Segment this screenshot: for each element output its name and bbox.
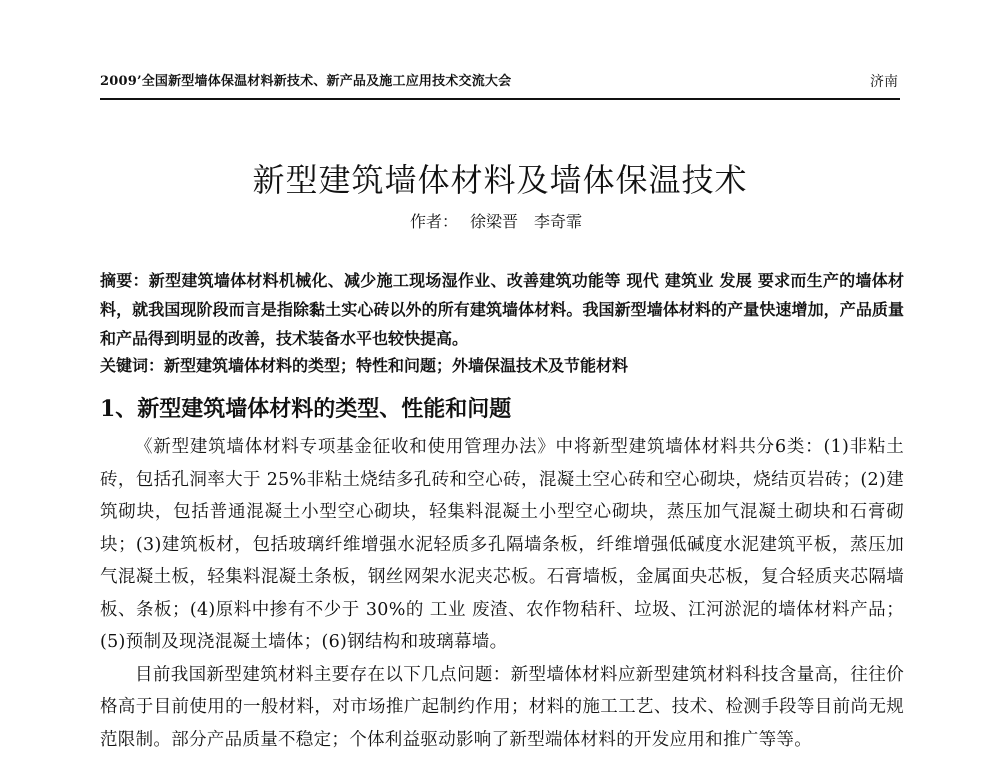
running-header [100,68,900,100]
keywords: 关键词：新型建筑墙体材料的类型；特性和问题；外墙保温技术及节能材料 [100,356,629,375]
body-text [100,431,904,756]
section-heading: 1、新型建筑墙体材料的类型、性能和问题 [100,396,512,422]
author-name: 徐梁晋 [469,212,518,231]
conference-name: 2009’全国新型墙体保温材料新技术、新产品及施工应用技术交流大会 [100,74,512,89]
paper-title: 新型建筑墙体材料及墙体保温技术 [252,161,748,199]
conference-location: 济南 [870,74,898,90]
body-paragraph: 目前我国新型建筑材料主要存在以下几点问题：新型墙体材料应新型建筑材料科技含量高，往往价格高于目前使用的一般材料，对市场推广起制约作用；材料的施工工艺、技术、检测手段等目前尚无规范限制。部分产品质量不稳定；个体利益驱动影响了新型端体材料的开发应用和推广等等。 [100,664,904,750]
author-label: 作者： [409,212,458,231]
author-line [0,210,1000,234]
body-paragraph: 《新型建筑墙体材料专项基金征收和使用管理办法》中将新型建筑墙体材料共分6类：(1)非粘土砖，包括孔洞率大于 25%非粘土烧结多孔砖和空心砖，混凝土空心砖和空心砌块，烧结页岩砖；(2)建筑砌块，包括普通混凝土小型空心砌块，轻集料混凝土小型空心砌块，蒸压加气混凝土砌块和石膏砌块；(3)建筑板材，包括玻璃纤维增强水泥轻质多孔隔墙条板，纤维增强低碱度水泥建筑平板，蒸压加气混凝土板，轻集料混凝土条板，钢丝网架水泥夹芯板。石膏墙板，金属面央芯板，复合轻质夹芯隔墙板、条板；(4)原料中掺有不少于 30%的 工业 废渣、农作物秸秆、垃圾、江河淤泥的墙体材料产品；(5)预制及现浇混凝土墙体；(6)钢结构和玻璃幕墙。 [100,437,904,652]
abstract: 摘要：新型建筑墙体材料机械化、减少施工现场湿作业、改善建筑功能等 现代 建筑业 发展 要求而生产的墙体材料，就我国现阶段而言是指除黏土实心砖以外的所有建筑墙体材料。我国新型墙体材料的产量快速增加，产品质量和产品得到明显的改善，技术装备水平也较快提高。 [100,271,904,348]
author-name: 李奇霏 [534,212,583,231]
